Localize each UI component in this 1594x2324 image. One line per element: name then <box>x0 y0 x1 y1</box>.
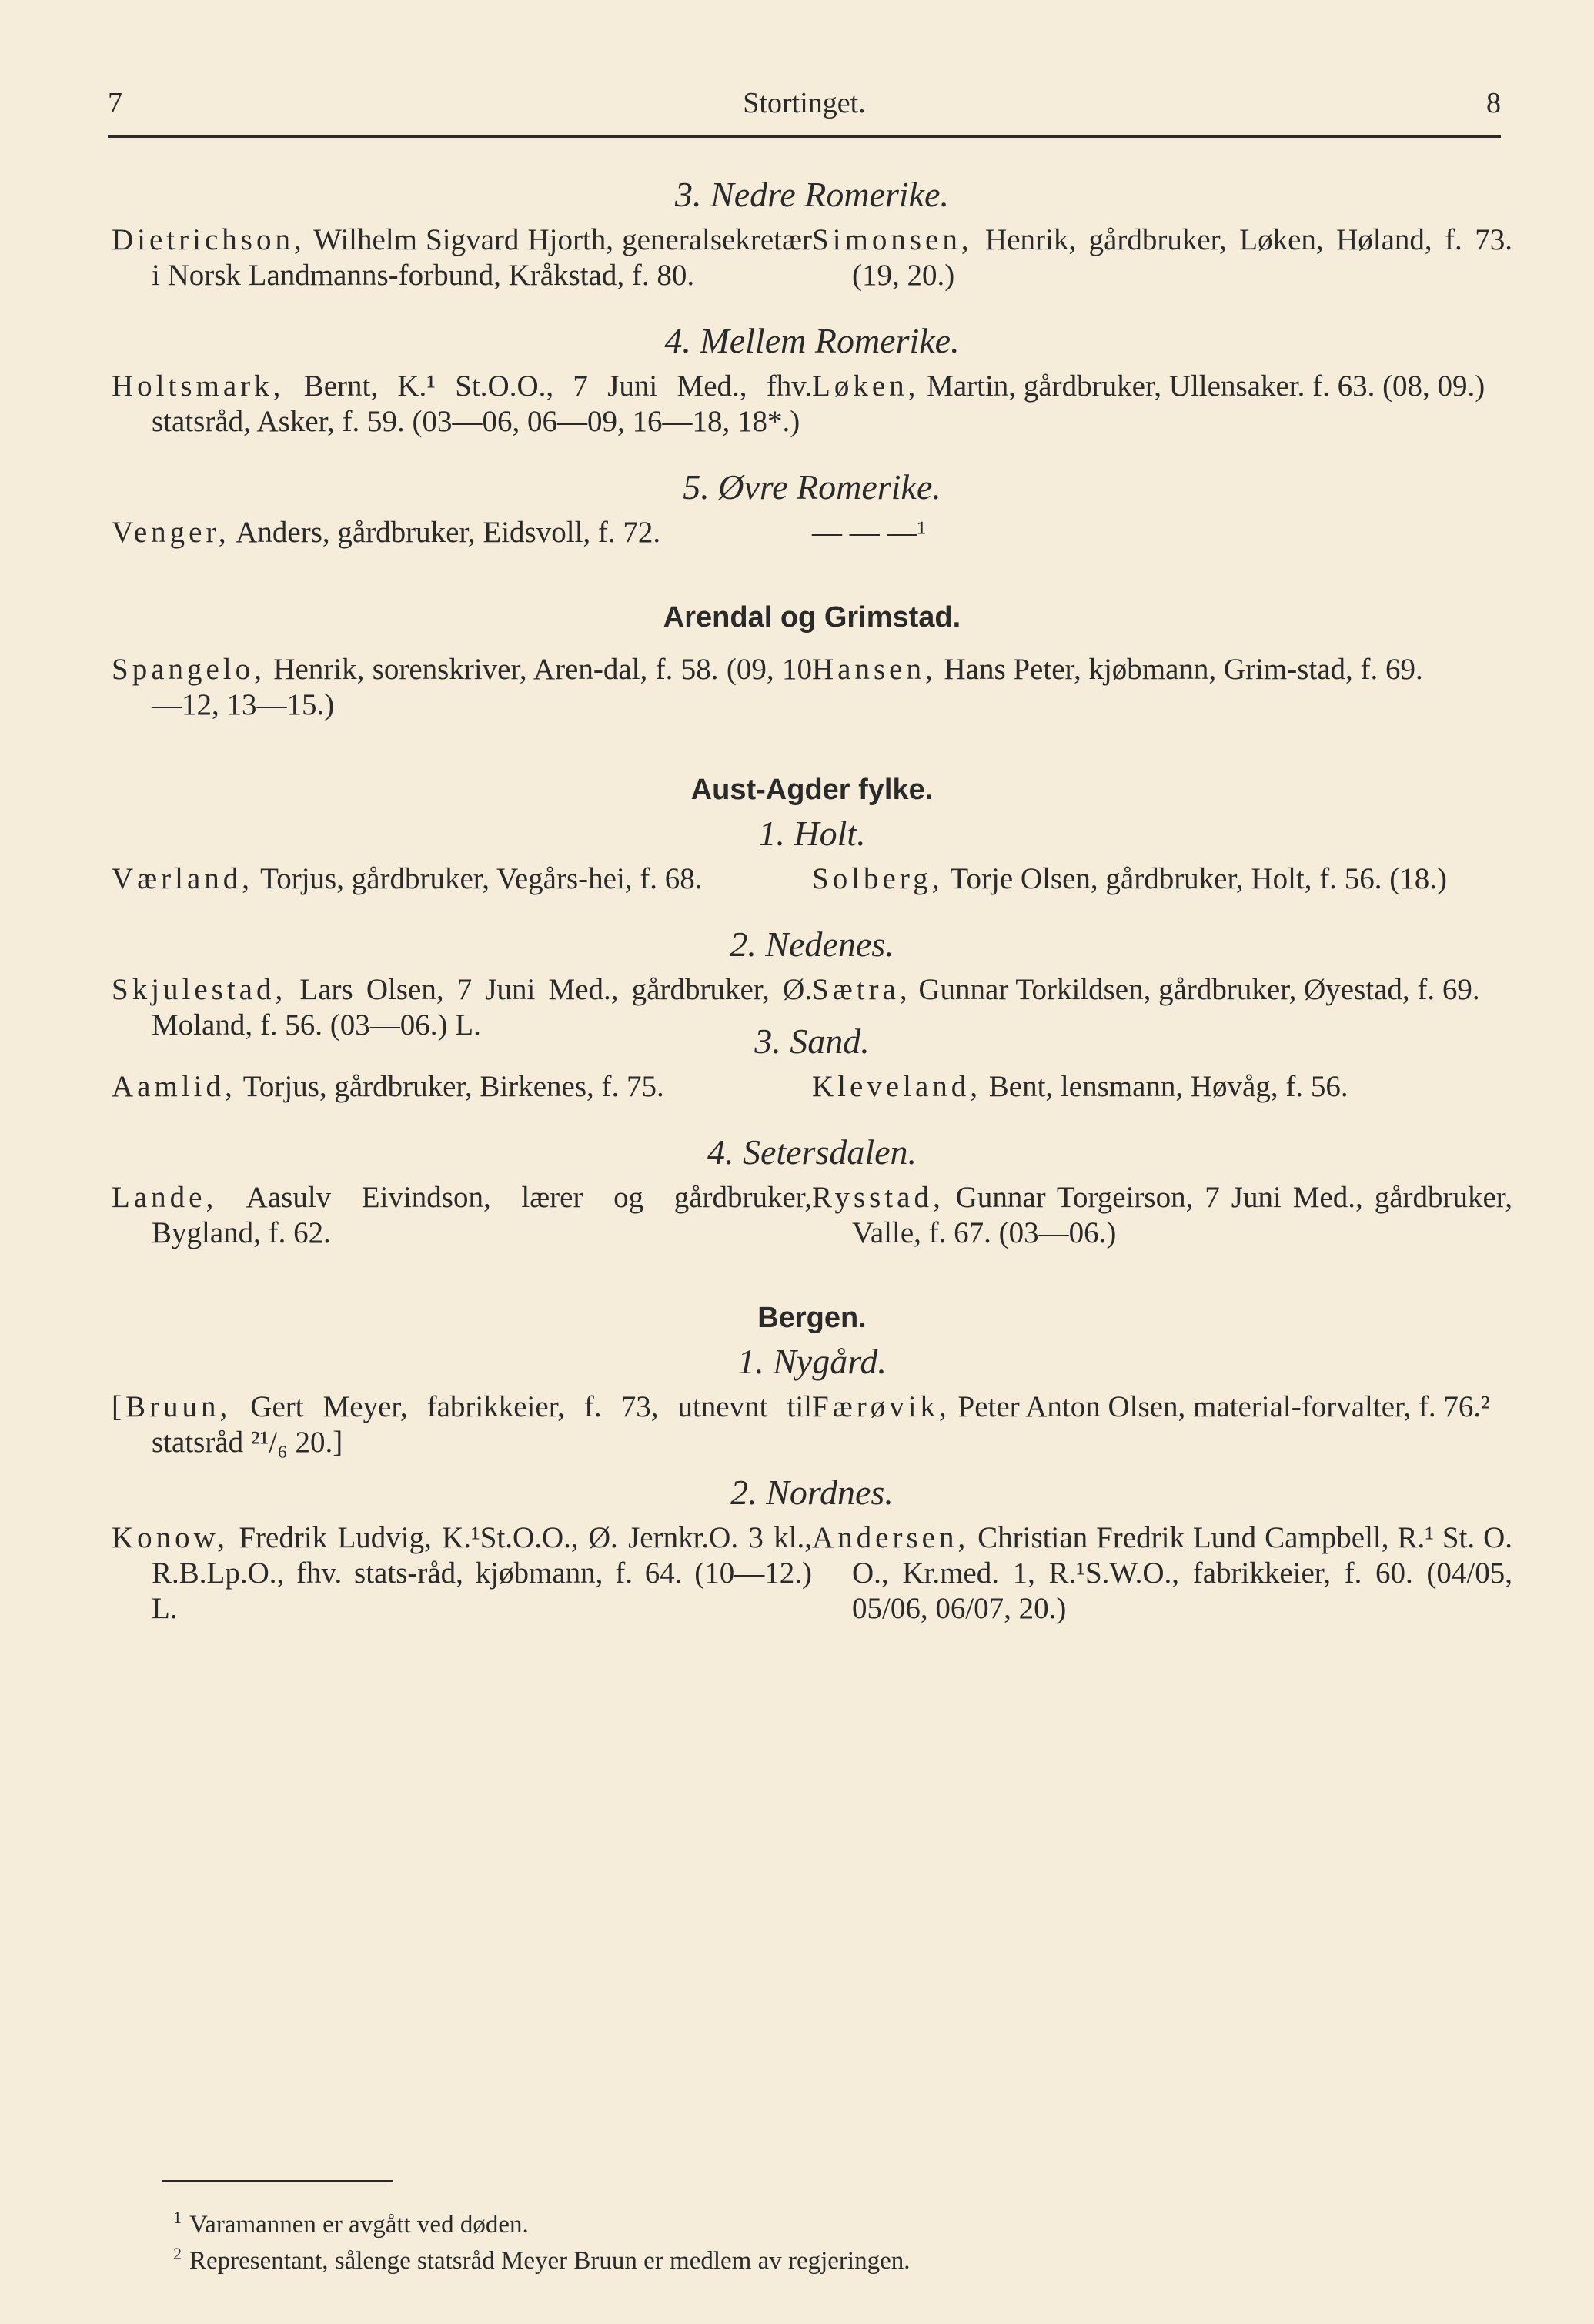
representative-entry <box>112 652 812 723</box>
district-section <box>112 1471 1512 1627</box>
district-section <box>112 812 1512 897</box>
deputy-entry <box>812 652 1512 723</box>
district-heading: 2. Nedenes. <box>730 925 894 964</box>
vacant-dash: — — —¹ <box>812 516 927 549</box>
district-section <box>112 173 1512 293</box>
surname: Aamlid, <box>112 1070 236 1103</box>
entry-row <box>112 515 1512 550</box>
representative-entry <box>112 515 812 550</box>
page-body <box>112 173 1512 1627</box>
page-number-left: 7 <box>108 87 122 119</box>
district-section <box>112 1131 1512 1251</box>
representative-entry <box>112 861 812 897</box>
footnote <box>173 2203 1482 2239</box>
surname: Færøvik, <box>812 1390 951 1423</box>
deputy-entry <box>812 1069 1512 1105</box>
entry-details: Bernt, K.¹ St.O.O., 7 Juni Med., fhv. statsråd, Asker, f. 59. (03—06, 06—09, 16—18, 18*.) <box>152 369 812 438</box>
entry-row <box>112 1180 1512 1251</box>
representative-entry <box>112 1180 812 1251</box>
district-heading: 4. Mellem Romerike. <box>664 321 960 360</box>
representative-entry <box>112 972 812 1043</box>
district-section <box>112 1340 1512 1460</box>
surname: Holtsmark, <box>112 369 285 403</box>
district-heading: 3. Nedre Romerike. <box>675 175 949 214</box>
surname: Solberg, <box>812 862 944 895</box>
surname: Sætra, <box>812 973 911 1006</box>
constituency-heading: Arendal og Grimstad. <box>663 601 961 634</box>
entry-details: Gert Meyer, fabrikkeier, f. 73, utnevnt til statsråd ²¹/₆ 20.] <box>152 1390 812 1459</box>
district-heading: 3. Sand. <box>754 1022 870 1061</box>
entry-details: Anders, gårdbruker, Eidsvoll, f. 72. <box>229 516 661 549</box>
header-rule <box>108 135 1501 138</box>
entry-details: Aasulv Eivindson, lærer og gårdbruker, Bygland, f. 62. <box>152 1181 812 1249</box>
entry-details: Torjus, gårdbruker, Birkenes, f. 75. <box>236 1070 664 1103</box>
entry-details: Wilhelm Sigvard Hjorth, generalsekretær i Norsk Landmanns-forbund, Kråkstad, f. 80. <box>152 223 812 292</box>
city-section <box>112 598 1512 723</box>
surname: Kleveland, <box>812 1070 982 1103</box>
surname: Spangelo, <box>112 653 266 686</box>
surname: Andersen, <box>812 1521 970 1554</box>
entry-details: Torjus, gårdbruker, Vegårs-hei, f. 68. <box>253 862 703 895</box>
district-heading: 2. Nordnes. <box>730 1473 894 1512</box>
surname: Simonsen, <box>812 223 973 256</box>
representative-entry <box>112 369 812 440</box>
representative-entry <box>112 222 812 293</box>
footnote-text: Representant, sålenge statsråd Meyer Bruun er medlem av regjeringen. <box>189 2247 911 2275</box>
entry-details: Bent, lensmann, Høvåg, f. 56. <box>981 1070 1348 1103</box>
surname: Hansen, <box>812 653 937 686</box>
entry-details: Peter Anton Olsen, material-forvalter, f. 76.² <box>950 1390 1490 1423</box>
footnote <box>173 2239 1482 2276</box>
surname: Lande, <box>112 1181 218 1214</box>
entry-details: Christian Fredrik Lund Campbell, R.¹ St. O. O., Kr.med. 1, R.¹S.W.O., fabrikkeier, f. 60. (04/05, 05/06, 06/07, 20.) <box>852 1521 1512 1625</box>
entry-details: Gunnar Torgeirson, 7 Juni Med., gårdbruker, Valle, f. 67. (03—06.) <box>852 1181 1512 1249</box>
surname: Rysstad, <box>812 1181 944 1214</box>
entry-details: Henrik, sorenskriver, Aren-dal, f. 58. (09, 10—12, 13—15.) <box>152 653 812 721</box>
deputy-entry <box>812 861 1512 897</box>
page-header <box>108 86 1501 125</box>
constituency-heading: Aust-Agder fylke. <box>690 774 934 806</box>
entry-details: Torje Olsen, gårdbruker, Holt, f. 56. (18.) <box>943 862 1447 895</box>
footnote-number: 1 <box>173 2208 182 2227</box>
surname: [Bruun, <box>112 1390 232 1423</box>
entry-details: Martin, gårdbruker, Ullensaker. f. 63. (08, 09.) <box>919 369 1485 403</box>
running-title: Stortinget. <box>743 87 866 119</box>
surname: Konow, <box>112 1521 229 1554</box>
surname: Dietrichson, <box>112 223 306 256</box>
representative-entry <box>112 1520 812 1627</box>
deputy-entry <box>812 222 1512 293</box>
deputy-entry <box>812 1180 1512 1251</box>
surname: Løken, <box>812 369 920 403</box>
surname: Skjulestad, <box>112 973 287 1006</box>
footnote-number: 2 <box>173 2244 182 2263</box>
entry-details: Lars Olsen, 7 Juni Med., gårdbruker, Ø. Moland, f. 56. (03—06.) L. <box>152 973 812 1042</box>
entry-row <box>112 369 1512 440</box>
representative-entry <box>112 1389 812 1460</box>
representative-entry <box>112 1069 812 1105</box>
entry-details: Gunnar Torkildsen, gårdbruker, Øyestad, f. 69. <box>911 973 1480 1006</box>
entry-row <box>112 222 1512 293</box>
district-section <box>112 466 1512 550</box>
footnote-rule <box>162 2180 393 2182</box>
constituency-heading: Bergen. <box>757 1302 867 1334</box>
district-heading: 1. Holt. <box>758 814 866 853</box>
entry-details: Henrik, gårdbruker, Løken, Høland, f. 73. (19, 20.) <box>852 223 1512 292</box>
deputy-entry <box>812 515 1512 550</box>
surname: Værland, <box>112 862 254 895</box>
footnote-text: Varamannen er avgått ved døden. <box>189 2211 529 2239</box>
page-number-right: 8 <box>1486 87 1501 119</box>
entry-row <box>112 1389 1512 1460</box>
entry-details: Hans Peter, kjøbmann, Grim-stad, f. 69. <box>936 653 1423 686</box>
deputy-entry <box>812 369 1512 440</box>
district-heading: 1. Nygård. <box>737 1342 887 1381</box>
entry-row <box>112 652 1512 723</box>
deputy-entry <box>812 1520 1512 1627</box>
footnotes <box>173 2203 1482 2276</box>
district-heading: 5. Øvre Romerike. <box>683 467 941 507</box>
entry-row <box>112 1069 1512 1105</box>
entry-details: Fredrik Ludvig, K.¹St.O.O., Ø. Jernkr.O. 3 kl., R.B.Lp.O., fhv. stats-råd, kjøbmann, f. 64. (10—12.) L. <box>152 1521 812 1625</box>
district-section <box>112 319 1512 440</box>
district-heading: 4. Setersdalen. <box>707 1132 917 1172</box>
entry-row <box>112 861 1512 897</box>
deputy-entry <box>812 972 1512 1043</box>
entry-row <box>112 1520 1512 1627</box>
surname: Venger, <box>112 516 230 549</box>
deputy-entry <box>812 1389 1512 1460</box>
